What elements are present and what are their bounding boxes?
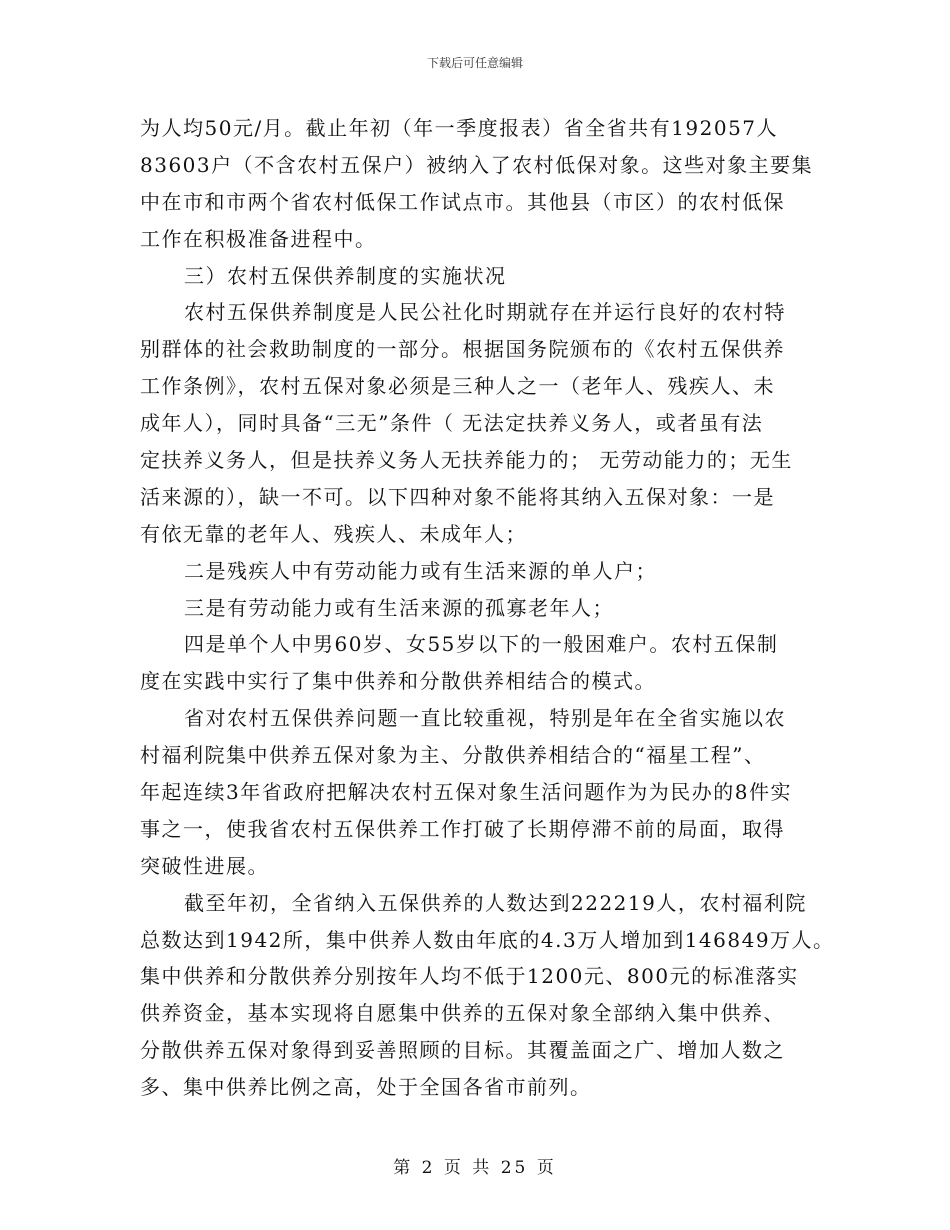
text-line: 村福利院集中供养五保对象为主、分散供养相结合的“福星工程”、 [140,743,766,768]
text-line: 集中供养和分散供养分别按年人均不低于1200元、800元的标准落实 [140,964,799,989]
text-line: 为人均50元/月。截止年初（年一季度报表）省全省共有192057人 [140,116,779,140]
text-line: 农村五保供养制度是人民公社化时期就存在并运行良好的农村特 [184,300,786,325]
text-line: 突破性进展。 [140,853,269,878]
text-line: 有依无靠的老年人、残疾人、未成年人； [140,521,527,546]
text-line: 83603户（不含农村五保户）被纳入了农村低保对象。这些对象主要集 [140,152,814,177]
text-line: 二是残疾人中有劳动能力或有生活来源的单人户； [184,558,657,583]
text-line: 四是单个人中男60岁、女55岁以下的一般困难户。农村五保制 [184,632,779,657]
text-line: 三是有劳动能力或有生活来源的孤寡老年人； [184,595,614,620]
text-line: 事之一，使我省农村五保供养工作打破了长期停滞不前的局面，取得 [140,816,785,841]
text-line: 度在实践中实行了集中供养和分散供养相结合的模式。 [140,669,656,694]
text-line: 别群体的社会救助制度的一部分。根据国务院颁布的《农村五保供养 [140,337,785,362]
text-line: 多、集中供养比例之高，处于全国各省市前列。 [140,1075,592,1100]
text-line: 年起连续3年省政府把解决农村五保对象生活问题作为为民办的8件实 [140,780,792,805]
text-line: 成年人），同时具备“三无”条件（ 无法定扶养义务人，或者虽有法 [140,411,764,436]
text-line: 定扶养义务人，但是扶养义务人无扶养能力的； 无劳动能力的；无生 [140,448,793,473]
text-line: 分散供养五保对象得到妥善照顾的目标。其覆盖面之广、增加人数之 [140,1038,785,1063]
text-line: 截至年初，全省纳入五保供养的人数达到222219人，农村福利院 [184,890,807,915]
page-number-footer: 第 2 页 共 25 页 [393,1158,557,1178]
document-body [140,110,835,1106]
text-line: 工作条例》，农村五保对象必须是三种人之一（老年人、残疾人、未 [140,374,775,399]
page-header: 下载后可任意编辑 [426,56,523,70]
text-line: 工作在积极准备进程中。 [140,226,377,251]
text-line: 总数达到1942所，集中供养人数由年底的4.3万人增加到146849万人。 [140,927,835,952]
text-line: 活来源的），缺一不可。以下四种对象不能将其纳入五保对象：一是 [140,484,775,509]
text-line: 供养资金，基本实现将自愿集中供养的五保对象全部纳入集中供养、 [140,1001,785,1026]
section-heading: 三）农村五保供养制度的实施状况 [184,263,507,288]
text-line: 省对农村五保供养问题一直比较重视，特别是年在全省实施以农 [184,706,786,731]
text-line: 中在市和市两个省农村低保工作试点市。其他县（市区）的农村低保 [140,189,785,214]
